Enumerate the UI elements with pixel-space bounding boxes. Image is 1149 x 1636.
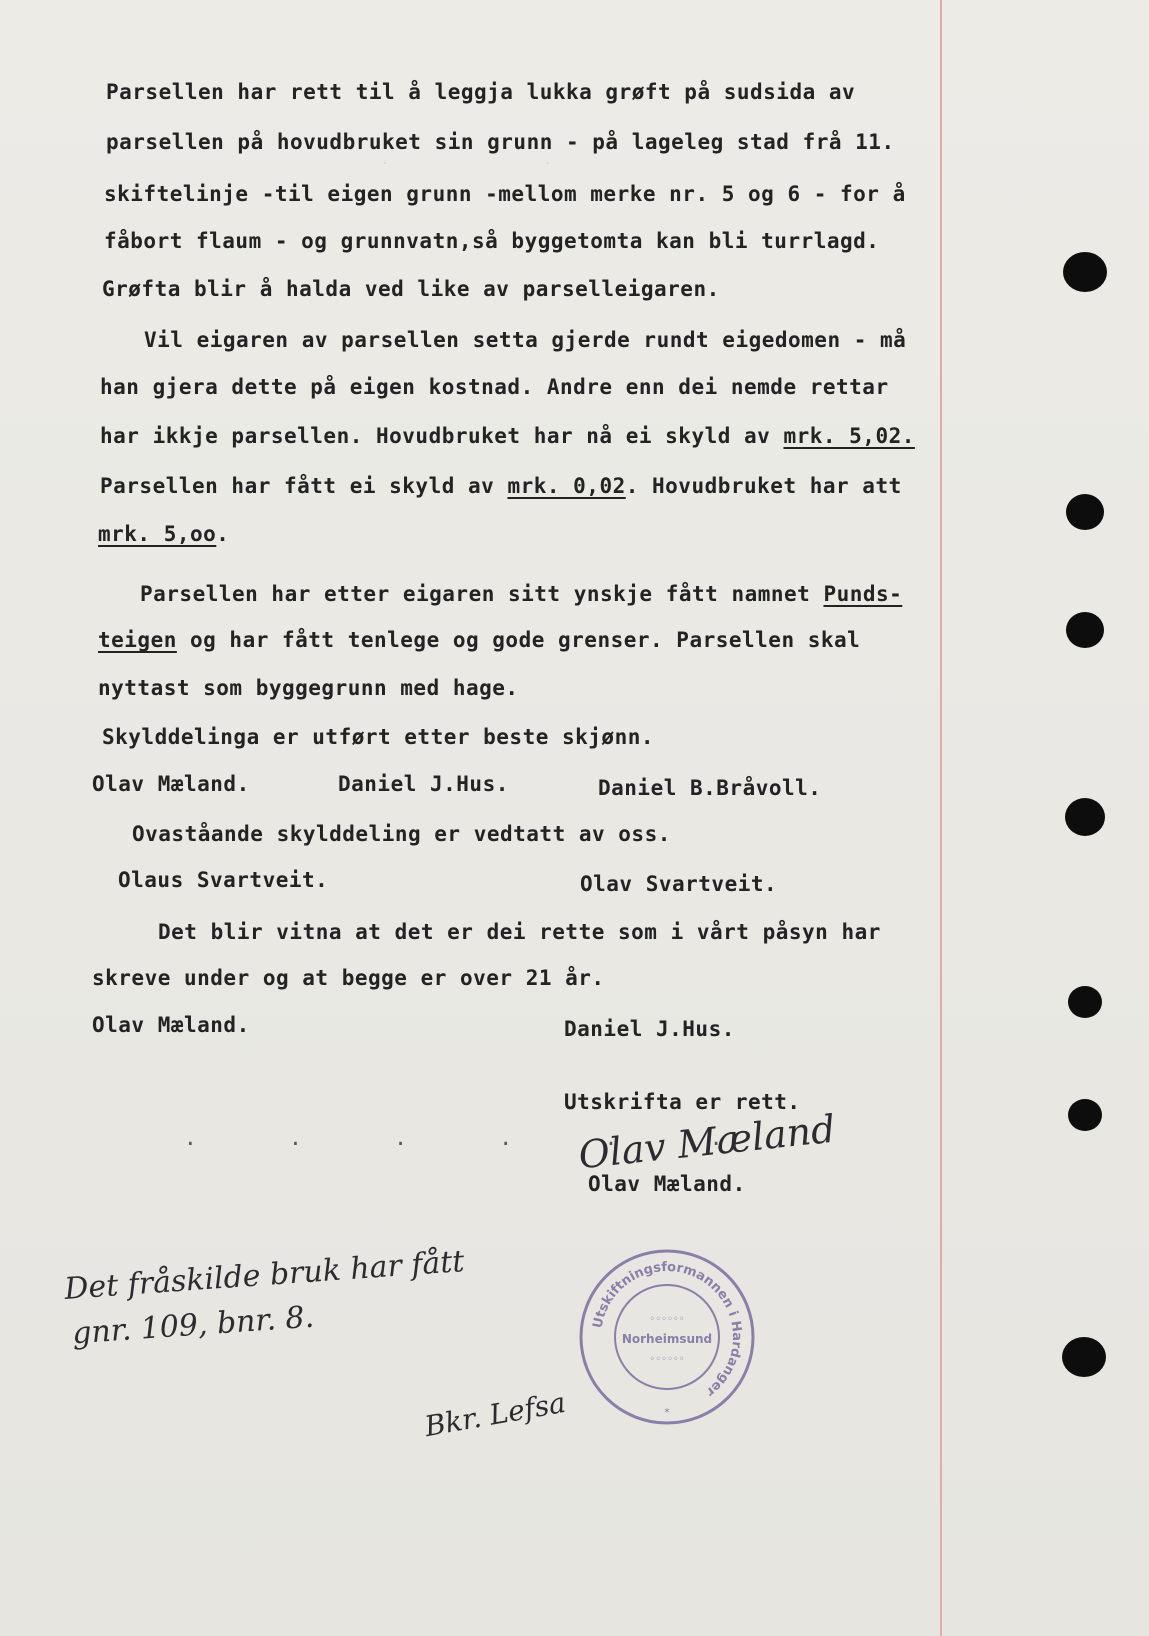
valuation-mark: mrk. 0,02 [507,474,626,498]
signature-name: Olav Mæland. [588,1172,746,1196]
text-segment: . [216,522,230,546]
valuation-mark: mrk. 5,oo [98,522,217,546]
signature-name: Daniel J.Hus. [564,1017,735,1041]
text-line: Skylddelinga er utført etter beste skjønn. [102,725,655,749]
handwritten-initials: Bkr. Lefsa [422,1385,569,1444]
parcel-name: Punds- [823,582,903,606]
margin-rule [940,0,942,1636]
signature-name: Olav Mæland. [92,1013,250,1037]
valuation-mark: mrk. 5,02. [783,424,915,448]
text-segment: . Hovudbruket har att [625,474,902,498]
text-line: Utskrifta er rett. [564,1090,801,1114]
stamp-star: * [664,1406,670,1419]
official-stamp [578,1248,756,1426]
handwritten-note: gnr. 109, bnr. 8. [71,1299,316,1352]
text-line: Parsellen har rett til å leggja lukka grøft på sudsida av [106,80,856,104]
text-line [100,474,902,498]
signature-name: Olaus Svartveit. [118,868,329,892]
text-line: Vil eigaren av parsellen setta gjerde rundt eigedomen - må [144,328,907,352]
text-line [98,522,229,546]
text-line: Ovaståande skylddeling er vedtatt av oss. [132,822,671,846]
text-line: Det blir vitna at det er dei rette som i vårt påsyn har [158,920,881,944]
text-line: skiftelinje -til eigen grunn -mellom merke nr. 5 og 6 - for å [104,182,906,206]
text-line [140,582,902,606]
signature-name: Daniel B.Bråvoll. [598,776,822,800]
text-line: skreve under og at begge er over 21 år. [92,966,605,990]
parcel-name: teigen [98,628,177,652]
text-line: fåbort flaum - og grunnvatn,så byggetomta kan bli turrlagd. [104,229,880,253]
punch-hole [1062,1337,1106,1377]
stamp-ornament: ◦◦◦◦◦◦ [649,1354,685,1365]
stamp-center-text: Norheimsund [621,1332,713,1346]
text-segment: Parsellen har etter eigaren sitt ynskje fått namnet [140,582,824,606]
text-segment: og har fått tenlege og gode grenser. Parsellen skal [176,628,861,652]
text-line: nyttast som byggegrunn med hage. [98,676,519,700]
handwritten-signature: Olav Mæland [576,1106,838,1178]
punch-hole [1068,986,1102,1018]
signature-name: Olav Svartveit. [580,872,778,896]
punch-hole [1065,798,1105,836]
signature-name: Daniel J.Hus. [338,772,509,796]
punch-hole [1063,252,1107,292]
show-through-text: . . [200,150,553,168]
stamp-ring-path: Utskiftningsformannen i Hardanger [590,1259,745,1400]
stamp-graphic [578,1248,756,1426]
text-line: Grøfta blir å halda ved like av parselleigaren. [102,277,720,301]
dotted-line: . . . . . . [184,1126,723,1150]
punch-hole [1068,1099,1102,1131]
text-line: han gjera dette på eigen kostnad. Andre enn dei nemde rettar [100,375,889,399]
text-segment: Parsellen har fått ei skyld av [100,474,508,498]
punch-hole [1066,612,1104,648]
stamp-ornament: ◦◦◦◦◦◦ [649,1314,685,1325]
text-line: parsellen på hovudbruket sin grunn - på lageleg stad frå 11. [106,130,895,154]
text-segment: har ikkje parsellen. Hovudbruket har nå ei skyld av [100,424,784,448]
signature-name: Olav Mæland. [92,772,250,796]
text-line [98,628,860,652]
text-line [100,424,915,448]
handwritten-note: Det fråskilde bruk har fått [63,1244,466,1307]
punch-hole [1066,494,1104,530]
stamp-ring-text [591,1260,744,1400]
